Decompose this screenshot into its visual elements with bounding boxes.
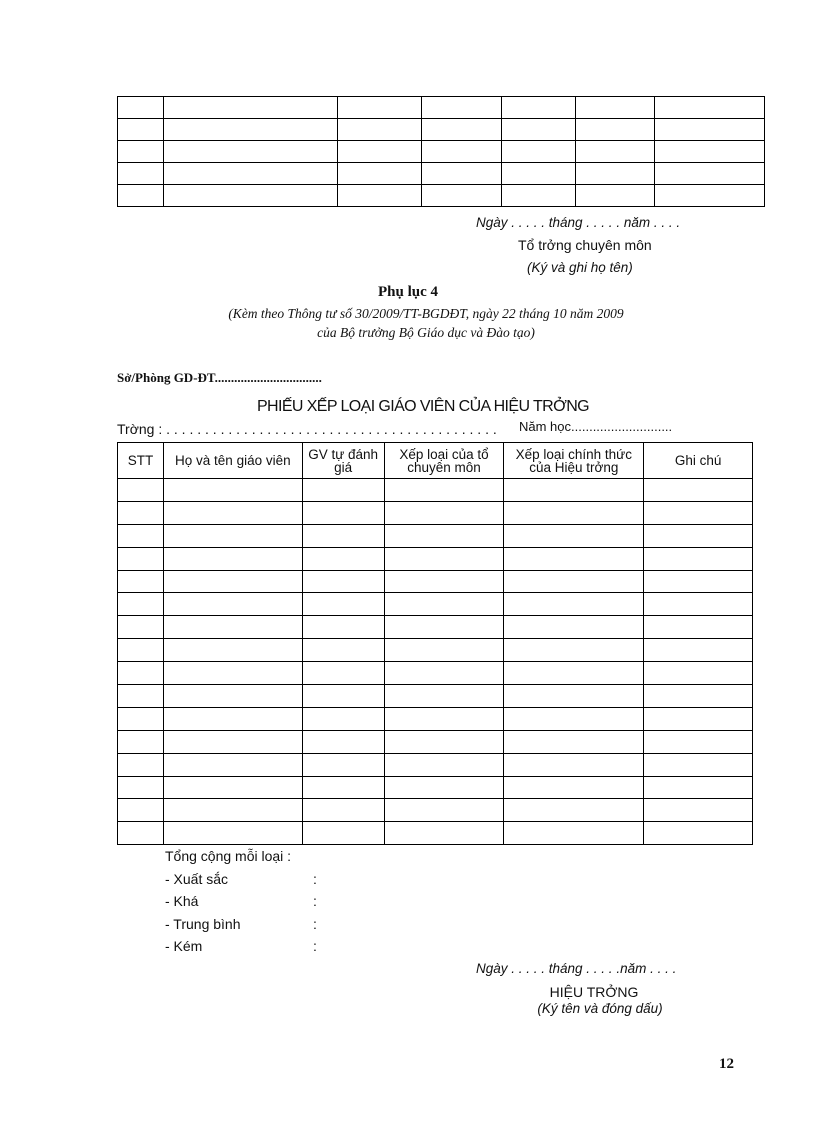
table-row [118,141,765,163]
previous-table [117,96,765,207]
table-cell [302,707,384,730]
table-body [118,479,753,845]
table-cell [384,639,504,662]
department-line: Sở/Phòng GD-ĐT................................. [117,370,322,385]
top-sign-note: (Ký và ghi họ tên) [527,260,633,275]
principal-sign-note: (Ký tên và đóng dấu) [537,1001,663,1016]
table-cell [302,776,384,799]
table-cell [644,639,753,662]
table-cell [644,662,753,685]
top-date-line: Ngày . . . . . tháng . . . . . năm . . . . [476,215,681,230]
table-cell [504,524,644,547]
table-cell [504,730,644,753]
table-cell [118,524,164,547]
appendix-subtitle-1: (Kèm theo Thông tư số 30/2009/TT-BGDĐT, ngày 22 tháng 10 năm 2009 [228,306,624,321]
table-cell [302,730,384,753]
table-cell [504,662,644,685]
table-cell [302,593,384,616]
table-cell [644,799,753,822]
summary-colon: : [313,916,317,932]
table-cell [384,685,504,708]
table-cell [504,776,644,799]
header-stt: STT [118,443,164,479]
table-row [118,501,753,524]
table-cell [384,501,504,524]
table-cell [504,593,644,616]
table-row [118,547,753,570]
appendix-title: Phụ lục 4 [377,284,438,300]
table-row [118,616,753,639]
table-cell [384,524,504,547]
table-cell [118,593,164,616]
table-cell [504,685,644,708]
table-cell [118,799,164,822]
table-cell [163,776,302,799]
table-cell [504,639,644,662]
table-cell [504,799,644,822]
table-cell [163,685,302,708]
appendix-subtitle-2: của Bộ trưởng Bộ Giáo dục và Đào tạo) [317,325,535,340]
table-row [118,753,753,776]
summary-good: - Khá [165,893,199,909]
table-cell [118,753,164,776]
table-cell [504,479,644,502]
header-group-rating: Xếp loại của tổ chuyên môn [384,443,504,479]
table-cell [504,822,644,845]
table-cell [644,479,753,502]
page-number: 12 [719,1056,734,1072]
table-cell [118,662,164,685]
table-row [118,662,753,685]
table-cell [163,570,302,593]
table-row [118,776,753,799]
top-signer-role: Tổ trởng chuyên môn [518,237,652,253]
table-cell [302,570,384,593]
header-principal-rating: Xếp loại chính thức của Hiệu trởng [504,443,644,479]
table-cell [644,707,753,730]
header-notes: Ghi chú [644,443,753,479]
table-cell [118,616,164,639]
table-cell [384,662,504,685]
summary-title: Tổng cộng mỗi loại : [165,848,292,864]
bottom-date-line: Ngày . . . . . tháng . . . . .năm . . . . [476,961,677,976]
table-cell [118,639,164,662]
table-cell [163,822,302,845]
table-cell [384,593,504,616]
table-cell [504,616,644,639]
table-cell [644,501,753,524]
table-cell [163,753,302,776]
table-row [118,185,765,207]
table-cell [384,479,504,502]
table-cell [163,730,302,753]
table-row [118,479,753,502]
table-cell [644,524,753,547]
table-cell [384,707,504,730]
summary-average: - Trung bình [165,916,241,932]
table-cell [302,547,384,570]
table-cell [302,753,384,776]
table-cell [118,707,164,730]
table-cell [118,685,164,708]
table-cell [504,753,644,776]
table-cell [302,616,384,639]
table-cell [504,707,644,730]
table-cell [163,593,302,616]
summary-excellent: - Xuất sắc [165,871,229,887]
table-cell [302,685,384,708]
teacher-rating-table [117,442,753,845]
table-cell [644,822,753,845]
table-cell [118,822,164,845]
table-cell [163,799,302,822]
table-row [118,570,753,593]
form-title: PHIẾU XẾP LOẠI GIÁO VIÊN CỦA HIỆU TRỞNG [256,398,590,415]
table-cell [163,547,302,570]
summary-colon: : [313,871,317,887]
table-cell [384,547,504,570]
table-cell [644,776,753,799]
table-row [118,685,753,708]
table-cell [504,501,644,524]
table-row [118,639,753,662]
table-cell [163,479,302,502]
table-cell [163,501,302,524]
table-cell [163,707,302,730]
table-cell [118,479,164,502]
table-cell [384,753,504,776]
table-cell [302,479,384,502]
table-cell [302,524,384,547]
table-cell [384,776,504,799]
summary-colon: : [313,893,317,909]
table-row [118,730,753,753]
table-cell [644,616,753,639]
table-row [118,524,753,547]
table-row [118,97,765,119]
table-cell [504,570,644,593]
summary-weak: - Kém [165,938,203,954]
table-cell [644,570,753,593]
table-cell [302,822,384,845]
table-row [118,707,753,730]
table-cell [384,570,504,593]
table-row [118,119,765,141]
school-field: Trờng : . . . . . . . . . . . . . . . . . . . . . . . . . . . . . . . . . . . . . . . . . . . [117,421,497,437]
table-cell [644,547,753,570]
table-cell [163,616,302,639]
table-row [118,822,753,845]
school-year-field: Năm học............................ [519,419,673,434]
table-cell [384,616,504,639]
table-cell [163,639,302,662]
table-cell [118,501,164,524]
table-cell [118,730,164,753]
principal-title: HIỆU TRỞNG [549,984,639,1000]
table-row [118,163,765,185]
table-cell [118,776,164,799]
table-cell [302,662,384,685]
table-row [118,799,753,822]
table-cell [302,799,384,822]
table-cell [384,822,504,845]
table-cell [644,685,753,708]
summary-colon: : [313,938,317,954]
table-cell [118,547,164,570]
table-header-row [118,443,753,479]
table-cell [302,501,384,524]
table-cell [163,662,302,685]
table-cell [118,570,164,593]
table-cell [644,753,753,776]
table-row [118,593,753,616]
table-cell [644,730,753,753]
table-cell [163,524,302,547]
header-teacher-name: Họ và tên giáo viên [163,443,302,479]
header-self-assessment: GV tự đánh giá [302,443,384,479]
table-cell [384,730,504,753]
table-cell [384,799,504,822]
table-cell [504,547,644,570]
table-cell [302,639,384,662]
table-cell [644,593,753,616]
